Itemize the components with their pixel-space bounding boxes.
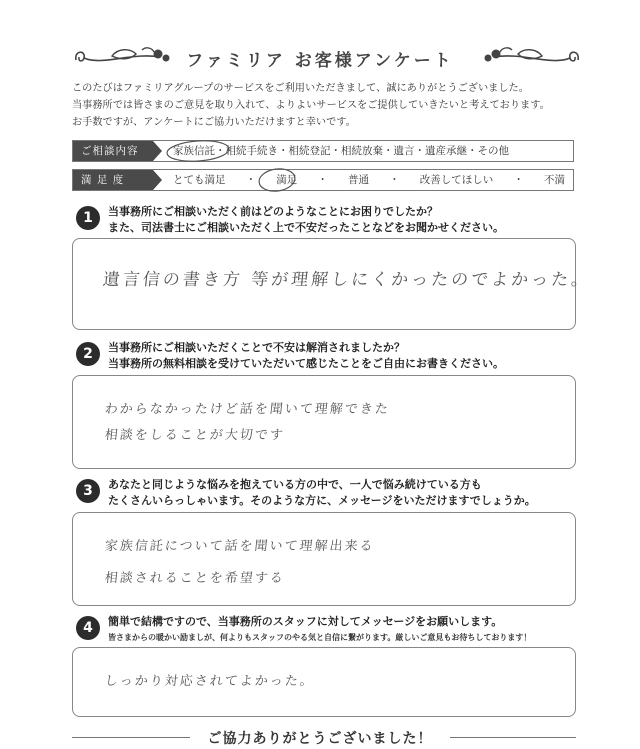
handwritten-answer: 遺言信の書き方 等が理解しにくかったのでよかった。 <box>101 270 593 290</box>
thank-you-text: ご協力ありがとうございました！ <box>207 731 433 747</box>
question-text <box>108 204 504 236</box>
option-needs-improvement[interactable]: 改善してほしい <box>419 174 494 186</box>
intro-line: お手数ですが、アンケートにご協力いただけますと幸いです。 <box>72 117 356 128</box>
satisfaction-options <box>173 170 565 190</box>
selection-circle-icon <box>256 166 298 194</box>
question-line: 当事務所にご相談いただくことで不安は解消されましたか？ <box>108 341 405 354</box>
answer-box-4[interactable] <box>72 647 576 717</box>
title-row <box>0 40 640 74</box>
option-satisfied[interactable]: 満足 <box>276 174 298 186</box>
handwritten-answer: しっかり対応されてよかった。 <box>104 674 316 689</box>
handwritten-answer: 家族信託について話を聞いて理解出来る <box>104 539 376 554</box>
handwritten-answer: 相談されることを希望する <box>104 571 286 586</box>
separator: ・ <box>389 174 400 186</box>
intro-text <box>72 80 592 131</box>
consultation-label: ご相談内容 <box>73 141 153 161</box>
separator: ・ <box>245 174 257 186</box>
question-number: 4 <box>76 616 100 640</box>
separator: ・ <box>317 174 328 186</box>
handwritten-answer: わからなかったけど話を聞いて理解できた <box>104 402 391 417</box>
option-very-satisfied[interactable]: とても満足 <box>173 174 226 186</box>
question-line: 当事務所の無料相談を受けていただいて感じたことをご自由にお書きください。 <box>108 357 504 370</box>
question-line: 簡単で結構ですので、当事務所のスタッフに対してメッセージをお願いします。 <box>108 615 503 628</box>
intro-line: このたびはファミリアグループのサービスをご利用いただきまして、誠にありがとうございました。 <box>72 83 529 94</box>
answer-box-3[interactable] <box>72 512 576 606</box>
arrow-icon <box>153 141 162 161</box>
question-line: あなたと同じような悩みを抱えている方の中で、一人で悩み続けている方も <box>108 478 482 491</box>
question-number: 1 <box>76 206 100 230</box>
consultation-options[interactable]: 家族信託・相続手続き・相続登記・相続放棄・遺言・遺産承継・その他 <box>173 145 509 157</box>
question-text <box>108 614 531 646</box>
consultation-row <box>72 140 574 162</box>
question-number: 3 <box>76 479 100 503</box>
survey-title: ファミリア お客様アンケート <box>186 51 454 71</box>
answer-box-1[interactable] <box>72 238 593 330</box>
question-number: 2 <box>76 342 100 366</box>
answer-box-2[interactable] <box>72 375 576 469</box>
handwritten-answer: 相談をしることが大切です <box>104 428 286 443</box>
satisfaction-label: 満 足 度 <box>73 170 153 190</box>
separator: ・ <box>513 174 524 186</box>
arrow-icon <box>153 170 162 190</box>
question-note: 皆さまからの暖かい励ましが、何よりもスタッフのやる気と自信に繋がります。厳しいご意見もお待ちしております！ <box>108 633 532 642</box>
satisfaction-row <box>72 169 574 191</box>
option-neutral[interactable]: 普通 <box>348 174 369 186</box>
footer <box>0 726 640 748</box>
question-line: また、司法書士にご相談いただく上で不安だったことなどをお聞かせください。 <box>108 221 504 234</box>
question-line: たくさんいらっしゃいます。そのような方に、メッセージをいただけますでしょうか。 <box>108 494 536 507</box>
question-text <box>108 477 536 509</box>
question-text <box>108 340 504 372</box>
selection-circle-icon <box>165 138 231 164</box>
option-dissatisfied[interactable]: 不満 <box>544 174 565 186</box>
question-line: 当事務所にご相談いただく前はどのようなことにお困りでしたか？ <box>108 205 438 218</box>
intro-line: 当事務所では皆さまのご意見を取り入れて、よりよいサービスをご提供していきたいと考えております。 <box>72 100 550 111</box>
